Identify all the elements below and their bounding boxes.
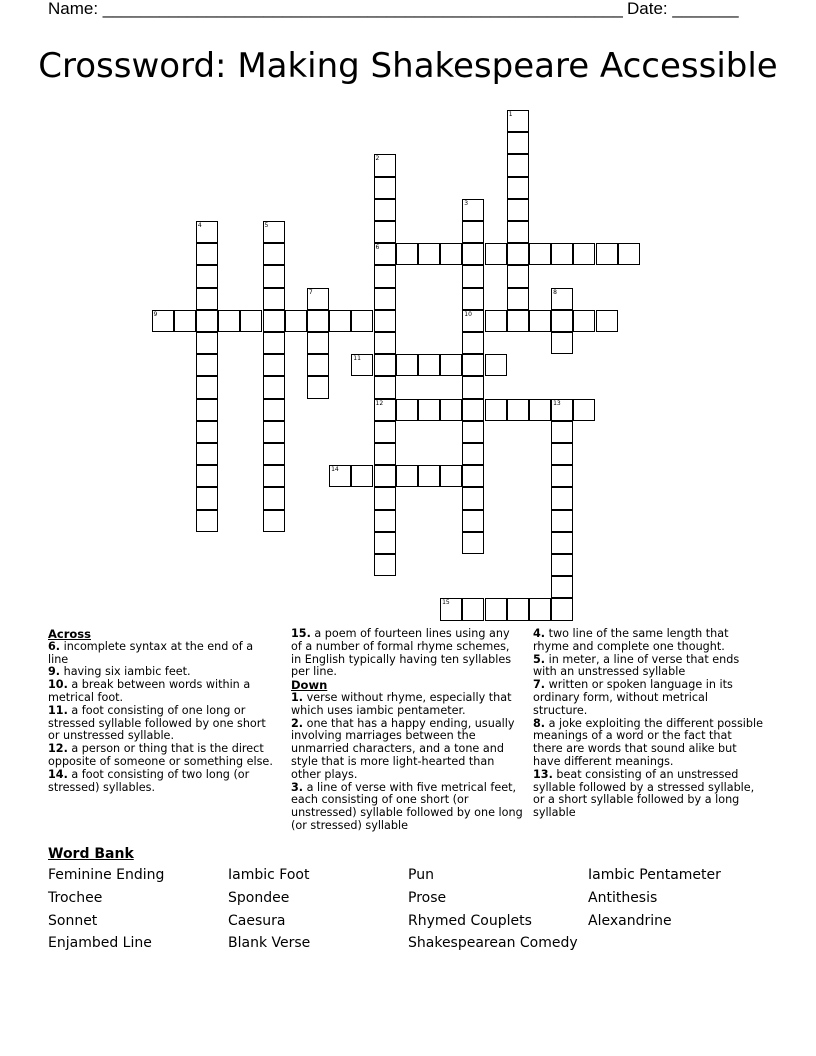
crossword-cell[interactable]: [485, 243, 507, 265]
across-clue: 10. a break between words within a metrical foot.: [48, 678, 251, 704]
crossword-cell[interactable]: [462, 399, 484, 421]
crossword-cell[interactable]: [196, 399, 218, 421]
crossword-cell[interactable]: [596, 243, 618, 265]
clue-number: 7: [308, 288, 313, 296]
crossword-cell[interactable]: [529, 243, 551, 265]
crossword-cell[interactable]: [374, 532, 396, 554]
crossword-cell[interactable]: [263, 354, 285, 376]
word-bank-item: Iambic Foot: [228, 867, 310, 883]
crossword-cell[interactable]: [263, 376, 285, 398]
crossword-cell[interactable]: [196, 310, 218, 332]
crossword-cell[interactable]: [551, 443, 573, 465]
crossword-cell[interactable]: [551, 332, 573, 354]
clue-number: 2: [375, 155, 380, 163]
crossword-cell[interactable]: [529, 598, 551, 620]
down-clue: 4. two line of the same length that rhyme and complete one thought.: [533, 627, 729, 653]
clues-column-3: [533, 628, 763, 820]
word-bank-item: Shakespearean Comedy: [408, 935, 578, 951]
crossword-cell[interactable]: [196, 265, 218, 287]
page-title: Crossword: Making Shakespeare Accessible: [38, 46, 778, 86]
crossword-cell[interactable]: [196, 332, 218, 354]
clue-number: 9: [153, 310, 158, 318]
crossword-cell[interactable]: [462, 243, 484, 265]
crossword-cell[interactable]: [440, 465, 462, 487]
crossword-cell[interactable]: [507, 221, 529, 243]
crossword-cell[interactable]: [507, 154, 529, 176]
across-clue: 12. a person or thing that is the direct opposite of someone or something else.: [48, 742, 273, 768]
crossword-cell[interactable]: [418, 465, 440, 487]
crossword-cell[interactable]: [462, 376, 484, 398]
crossword-cell[interactable]: [551, 310, 573, 332]
word-bank-item: Caesura: [228, 913, 286, 929]
crossword-cell[interactable]: [529, 399, 551, 421]
crossword-cell[interactable]: [196, 487, 218, 509]
clue-number: 10: [464, 310, 472, 318]
crossword-cell[interactable]: [374, 154, 396, 176]
crossword-cell[interactable]: [462, 221, 484, 243]
crossword-cell[interactable]: [396, 465, 418, 487]
crossword-cell[interactable]: [307, 376, 329, 398]
crossword-cell[interactable]: [263, 399, 285, 421]
crossword-cell[interactable]: [374, 199, 396, 221]
crossword-cell[interactable]: [351, 465, 373, 487]
word-bank-item: Spondee: [228, 890, 290, 906]
crossword-cell[interactable]: [440, 399, 462, 421]
crossword-cell[interactable]: [285, 310, 307, 332]
crossword-cell[interactable]: [196, 421, 218, 443]
clue-number: 13: [553, 399, 561, 407]
clue-number: 6: [375, 244, 380, 252]
crossword-cell[interactable]: [263, 487, 285, 509]
crossword-cell[interactable]: [507, 243, 529, 265]
word-bank-item: Feminine Ending: [48, 867, 165, 883]
crossword-cell[interactable]: [374, 221, 396, 243]
crossword-cell[interactable]: [462, 510, 484, 532]
crossword-cell[interactable]: [551, 465, 573, 487]
crossword-cell[interactable]: [507, 598, 529, 620]
crossword-cell[interactable]: [329, 465, 351, 487]
crossword-cell[interactable]: [263, 288, 285, 310]
crossword-cell[interactable]: [507, 310, 529, 332]
crossword-cell[interactable]: [240, 310, 262, 332]
word-bank-item: Sonnet: [48, 913, 98, 929]
crossword-cell[interactable]: [374, 443, 396, 465]
crossword-cell[interactable]: [374, 354, 396, 376]
crossword-cell[interactable]: [329, 310, 351, 332]
down-clue: 5. in meter, a line of verse that ends with an unstressed syllable: [533, 652, 740, 679]
crossword-cell[interactable]: [351, 354, 373, 376]
crossword-cell[interactable]: [462, 199, 484, 221]
crossword-cell[interactable]: [551, 288, 573, 310]
crossword-cell[interactable]: [263, 332, 285, 354]
clue-number: 15: [442, 599, 450, 607]
crossword-cell[interactable]: [418, 399, 440, 421]
crossword-cell[interactable]: [196, 243, 218, 265]
crossword-cell[interactable]: [440, 598, 462, 620]
crossword-cell[interactable]: [573, 243, 595, 265]
crossword-cell[interactable]: [196, 376, 218, 398]
crossword-cell[interactable]: [374, 177, 396, 199]
across-heading: Across: [48, 627, 91, 641]
crossword-cell[interactable]: [263, 443, 285, 465]
crossword-cell[interactable]: [573, 399, 595, 421]
crossword-cell[interactable]: [263, 465, 285, 487]
crossword-cell[interactable]: [196, 354, 218, 376]
across-clue: 11. a foot consisting of one long or stressed syllable followed by one short or unstressed syllable.: [48, 703, 266, 743]
word-bank-item: Prose: [408, 890, 447, 906]
down-clue: 1. verse without rhyme, especially that which uses iambic pentameter.: [291, 690, 512, 717]
crossword-cell[interactable]: [551, 421, 573, 443]
crossword-cell[interactable]: [396, 354, 418, 376]
word-bank-item: Pun: [408, 867, 434, 883]
down-clue: 7. written or spoken language in its ordinary form, without metrical structure.: [533, 678, 733, 717]
crossword-cell[interactable]: [462, 354, 484, 376]
down-clue: 3. a line of verse with five metrical feet, each consisting of one short (or unstressed) syllable followed by one long (or stressed) syllable: [291, 780, 523, 832]
name-line[interactable]: Name: _______________________________________________________: [48, 0, 623, 18]
clue-number: 8: [553, 288, 557, 296]
crossword-cell[interactable]: [462, 465, 484, 487]
crossword-cell[interactable]: [551, 399, 573, 421]
crossword-cell[interactable]: [529, 310, 551, 332]
crossword-cell[interactable]: [418, 243, 440, 265]
crossword-cell[interactable]: [374, 487, 396, 509]
crossword-cell[interactable]: [618, 243, 640, 265]
crossword-cell[interactable]: [507, 132, 529, 154]
crossword-cell[interactable]: [551, 576, 573, 598]
crossword-cell[interactable]: [307, 310, 329, 332]
crossword-cell[interactable]: [440, 354, 462, 376]
crossword-cell[interactable]: [307, 332, 329, 354]
crossword-cell[interactable]: [218, 310, 240, 332]
date-line[interactable]: Date: _______: [627, 0, 739, 18]
crossword-cell[interactable]: [374, 376, 396, 398]
crossword-cell[interactable]: [507, 399, 529, 421]
crossword-cell[interactable]: [462, 310, 484, 332]
crossword-cell[interactable]: [462, 532, 484, 554]
crossword-cell[interactable]: [596, 310, 618, 332]
word-bank-item: Rhymed Couplets: [408, 913, 532, 929]
crossword-cell[interactable]: [374, 465, 396, 487]
crossword-cell[interactable]: [462, 598, 484, 620]
down-clue: 13. beat consisting of an unstressed syllable followed by a stressed syllable, or a short syllable followed by a long syllable: [533, 767, 755, 820]
across-clue: 15. a poem of fourteen lines using any of a number of formal rhyme schemes, in English typically having ten syllables per line.: [291, 627, 512, 679]
crossword-cell[interactable]: [374, 332, 396, 354]
crossword-cell[interactable]: [196, 288, 218, 310]
crossword-cell[interactable]: [551, 532, 573, 554]
clue-number: 3: [464, 199, 469, 207]
crossword-cell[interactable]: [196, 510, 218, 532]
crossword-cell[interactable]: [263, 221, 285, 243]
crossword-cell[interactable]: [174, 310, 196, 332]
crossword-cell[interactable]: [374, 554, 396, 576]
crossword-cell[interactable]: [507, 288, 529, 310]
crossword-cell[interactable]: [462, 421, 484, 443]
crossword-cell[interactable]: [485, 354, 507, 376]
clue-number: 11: [353, 355, 361, 363]
crossword-cell[interactable]: [374, 510, 396, 532]
crossword-cell[interactable]: [263, 243, 285, 265]
down-clue: 8. a joke exploiting the different possible meanings of a word or the fact that there are words that sound alike but have different meanings.: [533, 716, 763, 768]
clue-number: 14: [331, 466, 339, 474]
word-bank-item: Iambic Pentameter: [588, 867, 721, 883]
crossword-cell[interactable]: [196, 443, 218, 465]
crossword-cell[interactable]: [485, 399, 507, 421]
crossword-cell[interactable]: [196, 465, 218, 487]
crossword-cell[interactable]: [551, 243, 573, 265]
down-heading: Down: [291, 678, 328, 693]
crossword-cell[interactable]: [152, 310, 174, 332]
clue-number: 12: [375, 399, 384, 407]
across-clue: 9. having six iambic feet.: [48, 665, 191, 679]
crossword-cell[interactable]: [507, 110, 529, 132]
crossword-cell[interactable]: [351, 310, 373, 332]
across-clue: 6. incomplete syntax at the end of a line: [48, 639, 254, 666]
crossword-cell[interactable]: [551, 554, 573, 576]
clues-column-1: [48, 628, 273, 794]
clue-number: 5: [264, 222, 269, 229]
crossword-cell[interactable]: [196, 221, 218, 243]
crossword-cell[interactable]: [551, 510, 573, 532]
word-bank-item: Trochee: [48, 890, 103, 906]
crossword-cell[interactable]: [485, 598, 507, 620]
crossword-cell[interactable]: [374, 399, 396, 421]
word-bank-item: Enjambed Line: [48, 935, 152, 951]
crossword-cell[interactable]: [507, 177, 529, 199]
crossword-cell[interactable]: [307, 354, 329, 376]
crossword-cell[interactable]: [440, 243, 462, 265]
crossword-cell[interactable]: [462, 487, 484, 509]
crossword-cell[interactable]: [374, 310, 396, 332]
crossword-cell[interactable]: [551, 487, 573, 509]
crossword-cell[interactable]: [396, 243, 418, 265]
crossword-cell[interactable]: [374, 243, 396, 265]
crossword-cell[interactable]: [485, 310, 507, 332]
crossword-cell[interactable]: [462, 332, 484, 354]
word-bank-item: Alexandrine: [588, 913, 672, 929]
crossword-cell[interactable]: [307, 288, 329, 310]
crossword-cell[interactable]: [263, 265, 285, 287]
clues-column-2: [291, 628, 523, 833]
crossword-cell[interactable]: [263, 510, 285, 532]
crossword-cell[interactable]: [418, 354, 440, 376]
crossword-cell[interactable]: [374, 421, 396, 443]
crossword-cell[interactable]: [396, 399, 418, 421]
crossword-cell[interactable]: [462, 265, 484, 287]
crossword-cell[interactable]: [573, 310, 595, 332]
word-bank-item: Blank Verse: [228, 935, 311, 951]
clue-number: 1: [508, 111, 513, 118]
down-clue: 2. one that has a happy ending, usually involving marriages between the unmarried characters, and a tone and style that is more light-hearted than other plays.: [291, 716, 515, 781]
crossword-cell[interactable]: [462, 443, 484, 465]
crossword-cell[interactable]: [263, 310, 285, 332]
word-bank-title: Word Bank: [48, 846, 134, 862]
crossword-cell[interactable]: [374, 288, 396, 310]
crossword-cell[interactable]: [551, 598, 573, 620]
clue-number: 4: [197, 222, 202, 229]
crossword-cell[interactable]: [263, 421, 285, 443]
word-bank-item: Antithesis: [588, 890, 658, 906]
across-clue: 14. a foot consisting of two long (or stressed) syllables.: [48, 767, 250, 794]
crossword-cell[interactable]: [507, 199, 529, 221]
crossword-cell[interactable]: [462, 288, 484, 310]
crossword-cell[interactable]: [374, 265, 396, 287]
crossword-cell[interactable]: [507, 265, 529, 287]
